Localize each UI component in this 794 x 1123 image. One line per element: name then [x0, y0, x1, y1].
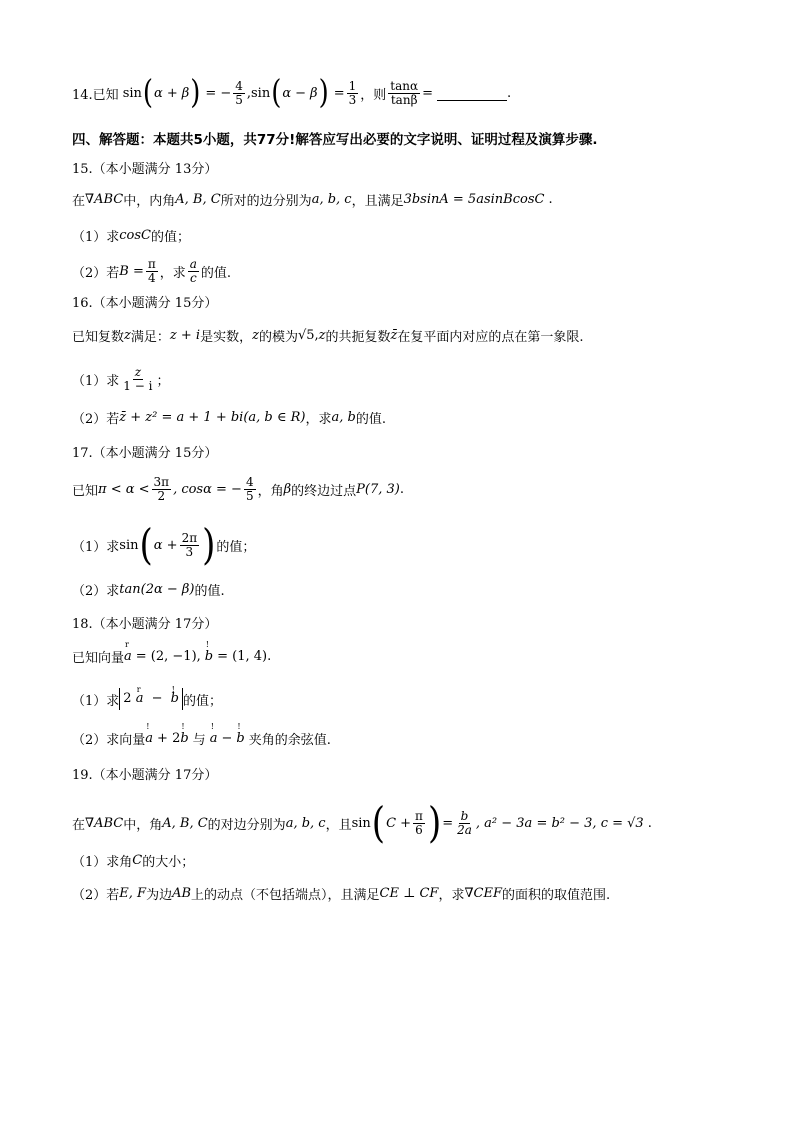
q14-then: ，则 — [360, 87, 387, 103]
q19-part-1 — [72, 851, 754, 870]
q17-stem4: . — [399, 481, 404, 497]
q16-p2c: 的值. — [355, 412, 386, 427]
paren-open: ( — [142, 74, 154, 112]
paren-open: ( — [371, 798, 386, 848]
frac-num: z — [134, 365, 142, 379]
q16-stem3: 是实数， — [200, 330, 253, 345]
frac-num: 4 — [245, 475, 254, 489]
q14-frac-1 — [233, 80, 245, 106]
q18-part-1 — [72, 688, 754, 710]
q17-part-2 — [72, 580, 754, 599]
vector-a: ! a — [210, 731, 218, 746]
q17-stem1: 已知 — [72, 483, 99, 499]
q18-stem1: 已知向量 — [72, 651, 125, 666]
q16-z-2: z — [252, 328, 259, 343]
q15-frac-pi-4 — [146, 258, 158, 284]
vector-b: ! b — [205, 649, 213, 664]
q15-angles: A, B, C — [175, 192, 221, 207]
q15-stem — [72, 190, 754, 209]
q19-p2e: 的面积的取值范围. — [502, 888, 611, 903]
q15-stem5: . — [548, 192, 553, 207]
frac-den: 5 — [245, 488, 254, 503]
paren-open: ( — [271, 74, 282, 112]
q16-zi: z + i — [169, 328, 201, 343]
frac-num: 1 — [348, 79, 357, 93]
q19-stem5: . — [647, 815, 652, 831]
q16-p2b: ，求 — [305, 412, 332, 427]
q16-p2ab: a, b — [331, 410, 356, 425]
q15-frac-a-c — [188, 258, 199, 284]
frac-num: 4 — [235, 79, 243, 93]
frac-num: π — [147, 257, 156, 271]
q19-stem2: 中，角 — [123, 817, 163, 833]
q17-sin: sin — [119, 537, 139, 553]
q16-part-2 — [72, 408, 754, 427]
frac-den: c — [189, 270, 197, 285]
q19-p1c: C — [132, 853, 143, 868]
q19-ef: E, F — [119, 886, 147, 901]
q15-sides: a, b, c — [311, 192, 352, 207]
frac-num: 2π — [181, 530, 198, 545]
q19-frac-b-2a — [455, 810, 474, 836]
q14-alpha: α — [154, 85, 163, 101]
q17-p2a: （2）求 — [72, 584, 120, 599]
q16-p1b: ； — [156, 373, 170, 389]
q19-p2d: ，求 — [438, 888, 465, 903]
q19-stem — [72, 798, 754, 848]
q15-triangle: ∇ABC — [85, 192, 124, 207]
q17-point: P(7, 3) — [356, 481, 400, 497]
frac-num: π — [415, 808, 423, 823]
q19-sin: sin — [351, 815, 371, 831]
q15-p1c: 的值； — [151, 230, 191, 245]
q19-p1b: 的大小； — [142, 855, 195, 870]
q14-beta: β — [181, 85, 190, 101]
question-14 — [72, 74, 754, 112]
frac-num: a — [189, 257, 197, 271]
q16-stem — [72, 326, 754, 345]
q19-cplus: C + — [386, 815, 412, 831]
q19-sides: a, b, c — [285, 815, 326, 831]
q16-stem5: , — [314, 328, 319, 343]
q17-header: 17.（本小题满分 15分） — [72, 446, 218, 461]
q17-part-1 — [72, 520, 754, 570]
q14-sin-2: sin — [251, 85, 271, 101]
q14-eq: = — [205, 85, 217, 101]
q17-p2expr: tan(2α − β) — [119, 582, 195, 597]
paren-close: ) — [202, 520, 216, 570]
q14-sin: sin — [122, 85, 142, 101]
q19-stem3: 的对边分别为 — [207, 817, 286, 833]
q18-abs — [119, 688, 183, 710]
vector-a: r a — [136, 688, 144, 710]
frac-den: 2 — [157, 488, 166, 503]
q16-stem7: 在复平面内对应的点在第一象限. — [397, 330, 584, 345]
q14-label: 14.已知 — [72, 87, 119, 103]
q17-p2b: 的值. — [194, 584, 225, 599]
q18-and: 与 — [192, 733, 206, 748]
frac-den: 3 — [348, 92, 357, 107]
vector-b: ! b — [180, 731, 188, 746]
q16-zbar: z̄ — [390, 328, 398, 343]
paren-close: ) — [427, 798, 442, 848]
q18-plus: + 2 — [157, 731, 181, 746]
q16-z: z — [124, 328, 131, 343]
q18-a-value: = (2, −1), — [135, 649, 201, 664]
q15-p2c: ，求 — [159, 265, 186, 281]
frac-num: 3π — [153, 475, 170, 489]
q17-frac-2pi-3 — [180, 532, 200, 558]
q14-eq-2: = — [333, 85, 345, 101]
frac-num: b — [460, 808, 469, 823]
frac-den: 6 — [415, 822, 423, 837]
q19-p2b: 为边 — [146, 888, 173, 903]
q15-condition: 3bsinA = 5asinBcosC — [403, 192, 545, 207]
q16-header: 16.（本小题满分 15分） — [72, 296, 218, 311]
q16-p2expr: z̄ + z² = a + 1 + bi(a, b ∈ R) — [119, 410, 306, 425]
q14-minus: − — [295, 85, 307, 101]
q15-stem3: 所对的边分别为 — [220, 194, 312, 209]
q16-z-3: z — [318, 328, 326, 343]
q17-p1b: 的值； — [216, 539, 256, 555]
q17-beta: β — [283, 481, 292, 497]
q17-alpha: α + — [153, 537, 178, 553]
answer-blank[interactable] — [437, 86, 507, 101]
q18-header: 18.（本小题满分 17分） — [72, 617, 218, 632]
q14-eq-3: = — [422, 85, 433, 101]
q19-triangle-cef: ∇CEF — [464, 886, 503, 901]
q18-minus-2: − — [221, 731, 233, 746]
q18-p2a: （2）求向量 — [72, 733, 146, 748]
q14-plus: + — [166, 85, 178, 101]
q15-stem4: ，且满足 — [351, 194, 404, 209]
q18-stem — [72, 647, 754, 666]
q16-part-1 — [72, 366, 754, 392]
q17-stem3: 的终边过点 — [291, 483, 357, 499]
paren-open: ( — [139, 520, 153, 570]
q19-stem1: 在 — [72, 817, 86, 833]
q19-perp: CE ⊥ CF — [379, 886, 439, 901]
paren-close: ) — [318, 74, 329, 112]
q14-frac-2 — [347, 80, 359, 106]
q19-eq: = — [442, 815, 454, 831]
q17-frac-3pi-2 — [152, 476, 172, 502]
q16-stem4: 的模为 — [258, 330, 298, 345]
q18-minus: − — [151, 691, 163, 706]
q16-stem2: 满足： — [130, 330, 170, 345]
q19-triangle: ∇ABC — [85, 815, 124, 831]
q19-frac-pi-6 — [413, 810, 425, 836]
q19-part-2 — [72, 884, 754, 903]
q17-p1a: （1）求 — [72, 539, 120, 555]
q17-cos: , cosα = − — [173, 481, 242, 497]
q15-stem1: 在 — [72, 194, 86, 209]
q19-p2c: 上的动点（不包括端点），且满足 — [191, 888, 380, 903]
paren-close: ) — [190, 74, 201, 112]
q17-stem — [72, 476, 754, 502]
q15-part-1 — [72, 226, 754, 245]
q15-p1a: （1）求 — [72, 230, 120, 245]
q19-p2a: （2）若 — [72, 888, 120, 903]
q18-p2b: 夹角的余弦值. — [248, 733, 331, 748]
q14-tan-frac — [388, 80, 420, 106]
q15-header: 15.（本小题满分 13分） — [72, 162, 218, 177]
q14-alpha-2: α — [282, 85, 292, 101]
frac-den: 5 — [235, 92, 243, 107]
q18-b-value: = (1, 4). — [217, 649, 272, 664]
q16-frac — [121, 366, 154, 392]
q19-header: 19.（本小题满分 17分） — [72, 768, 218, 783]
frac-den: tanβ — [390, 92, 418, 107]
q14-end: . — [507, 85, 512, 101]
q14-comma: , — [246, 85, 251, 101]
vector-a: r a — [124, 649, 132, 664]
q15-part-2 — [72, 258, 754, 284]
q15-p2a: （2）若 — [72, 265, 120, 281]
frac-den: 3 — [185, 544, 194, 559]
q16-p2a: （2）若 — [72, 412, 120, 427]
q19-angles: A, B, C — [162, 815, 208, 831]
vector-b: ! b — [171, 688, 179, 710]
q15-p2d: 的值. — [200, 265, 232, 281]
q18-p1b: 的值； — [182, 693, 222, 709]
q15-p1b: cosC — [119, 228, 152, 243]
q14-neg: − — [220, 85, 232, 101]
frac-den: 1 − i — [123, 378, 153, 393]
q19-ab: AB — [172, 886, 192, 901]
q15-stem2: 中，内角 — [123, 194, 176, 209]
q19-p1a: （1）求角 — [72, 855, 133, 870]
q18-p1a: （1）求 — [72, 693, 120, 709]
q19-rest: , a² − 3a = b² − 3, c = √3 — [475, 815, 644, 831]
section-heading: 四、解答题：本题共5小题，共77分!解答应写出必要的文字说明、证明过程及演算步骤. — [72, 132, 598, 148]
q19-stem4: ，且 — [325, 817, 352, 833]
q16-stem1: 已知复数 — [72, 330, 125, 345]
q18-part-2 — [72, 729, 754, 748]
q15-p2b: B = — [119, 263, 144, 279]
q18-coef: 2 — [123, 691, 132, 706]
q16-p1a: （1）求 — [72, 373, 120, 389]
vector-a: ! a — [145, 731, 153, 746]
frac-den: 4 — [147, 270, 156, 285]
q17-ineq: π < α < — [98, 481, 150, 497]
q17-frac-4-5 — [244, 476, 256, 502]
frac-den: 2a — [457, 822, 472, 837]
q16-stem6: 的共扼复数 — [325, 330, 391, 345]
q17-stem2: ，角 — [257, 483, 284, 499]
frac-num: tanα — [390, 79, 419, 93]
q16-sqrt5: √5 — [297, 328, 315, 343]
q14-beta-2: β — [310, 85, 318, 101]
vector-b: ! b — [236, 731, 244, 746]
